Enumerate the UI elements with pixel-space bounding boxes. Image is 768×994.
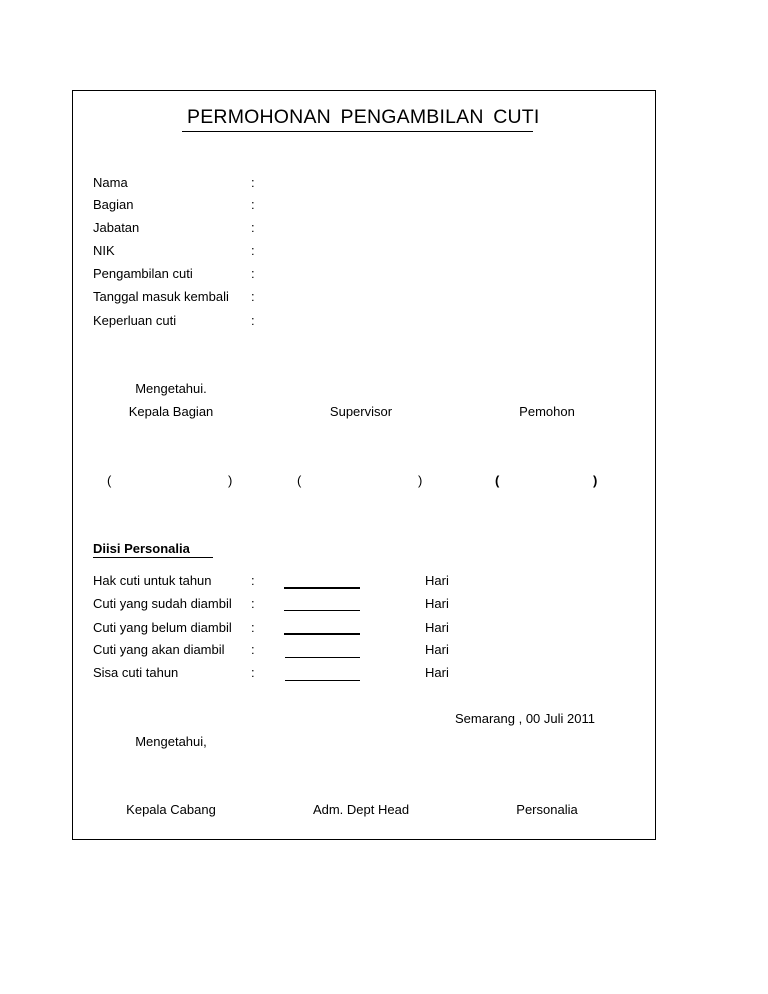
field-colon: : [251, 175, 255, 190]
personalia-row-colon: : [251, 642, 255, 657]
personalia-row-label: Cuti yang sudah diambil [93, 596, 232, 611]
field-colon: : [251, 289, 255, 304]
role-kepala-bagian: Kepala Bagian [128, 404, 214, 419]
signer-adm-dept-head: Adm. Dept Head [312, 802, 410, 817]
personalia-row-colon: : [251, 573, 255, 588]
unit-hari: Hari [425, 573, 449, 588]
blank-line [284, 587, 360, 589]
unit-hari: Hari [425, 596, 449, 611]
personalia-row-label: Cuti yang belum diambil [93, 620, 232, 635]
role-supervisor: Supervisor [329, 404, 393, 419]
field-colon: : [251, 220, 255, 235]
form-title: PERMOHONAN PENGAMBILAN CUTI [187, 106, 540, 128]
blank-line [284, 610, 360, 611]
field-label-tanggal-masuk: Tanggal masuk kembali [93, 289, 229, 304]
signature-open-paren: ( [107, 473, 112, 488]
field-colon: : [251, 243, 255, 258]
blank-line [285, 657, 360, 658]
field-label-bagian: Bagian [93, 197, 134, 212]
field-label-keperluan-cuti: Keperluan cuti [93, 313, 177, 328]
unit-hari: Hari [425, 620, 449, 635]
unit-hari: Hari [425, 665, 449, 680]
footer-acknowledged: Mengetahui, [135, 734, 207, 749]
personalia-row-colon: : [251, 596, 255, 611]
title-underline [182, 131, 533, 132]
place-date: Semarang , 00 Juli 2011 [455, 711, 595, 726]
unit-hari: Hari [425, 642, 449, 657]
personalia-row-label: Cuti yang akan diambil [93, 642, 225, 657]
signer-kepala-cabang: Kepala Cabang [126, 802, 216, 817]
personalia-row-label: Sisa cuti tahun [93, 665, 179, 680]
signer-personalia: Personalia [516, 802, 578, 817]
field-label-nik: NIK [93, 243, 115, 258]
signature-open-paren: ( [297, 473, 302, 488]
personalia-row-label: Hak cuti untuk tahun [93, 573, 212, 588]
personalia-heading: Diisi Personalia [93, 541, 190, 556]
form-frame [72, 90, 656, 840]
field-label-pengambilan-cuti: Pengambilan cuti [93, 266, 193, 281]
blank-line [284, 633, 360, 635]
field-label-jabatan: Jabatan [93, 220, 140, 235]
personalia-row-colon: : [251, 665, 255, 680]
personalia-heading-underline [93, 557, 213, 558]
field-colon: : [251, 313, 255, 328]
personalia-row-colon: : [251, 620, 255, 635]
role-pemohon: Pemohon [519, 404, 575, 419]
blank-line [285, 680, 360, 681]
acknowledged-label: Mengetahui. [135, 381, 207, 396]
signature-close-paren: ) [228, 473, 233, 488]
signature-close-paren: ) [593, 473, 598, 488]
field-label-nama: Nama [93, 175, 128, 190]
signature-open-paren: ( [495, 473, 500, 488]
field-colon: : [251, 266, 255, 281]
signature-close-paren: ) [418, 473, 423, 488]
field-colon: : [251, 197, 255, 212]
